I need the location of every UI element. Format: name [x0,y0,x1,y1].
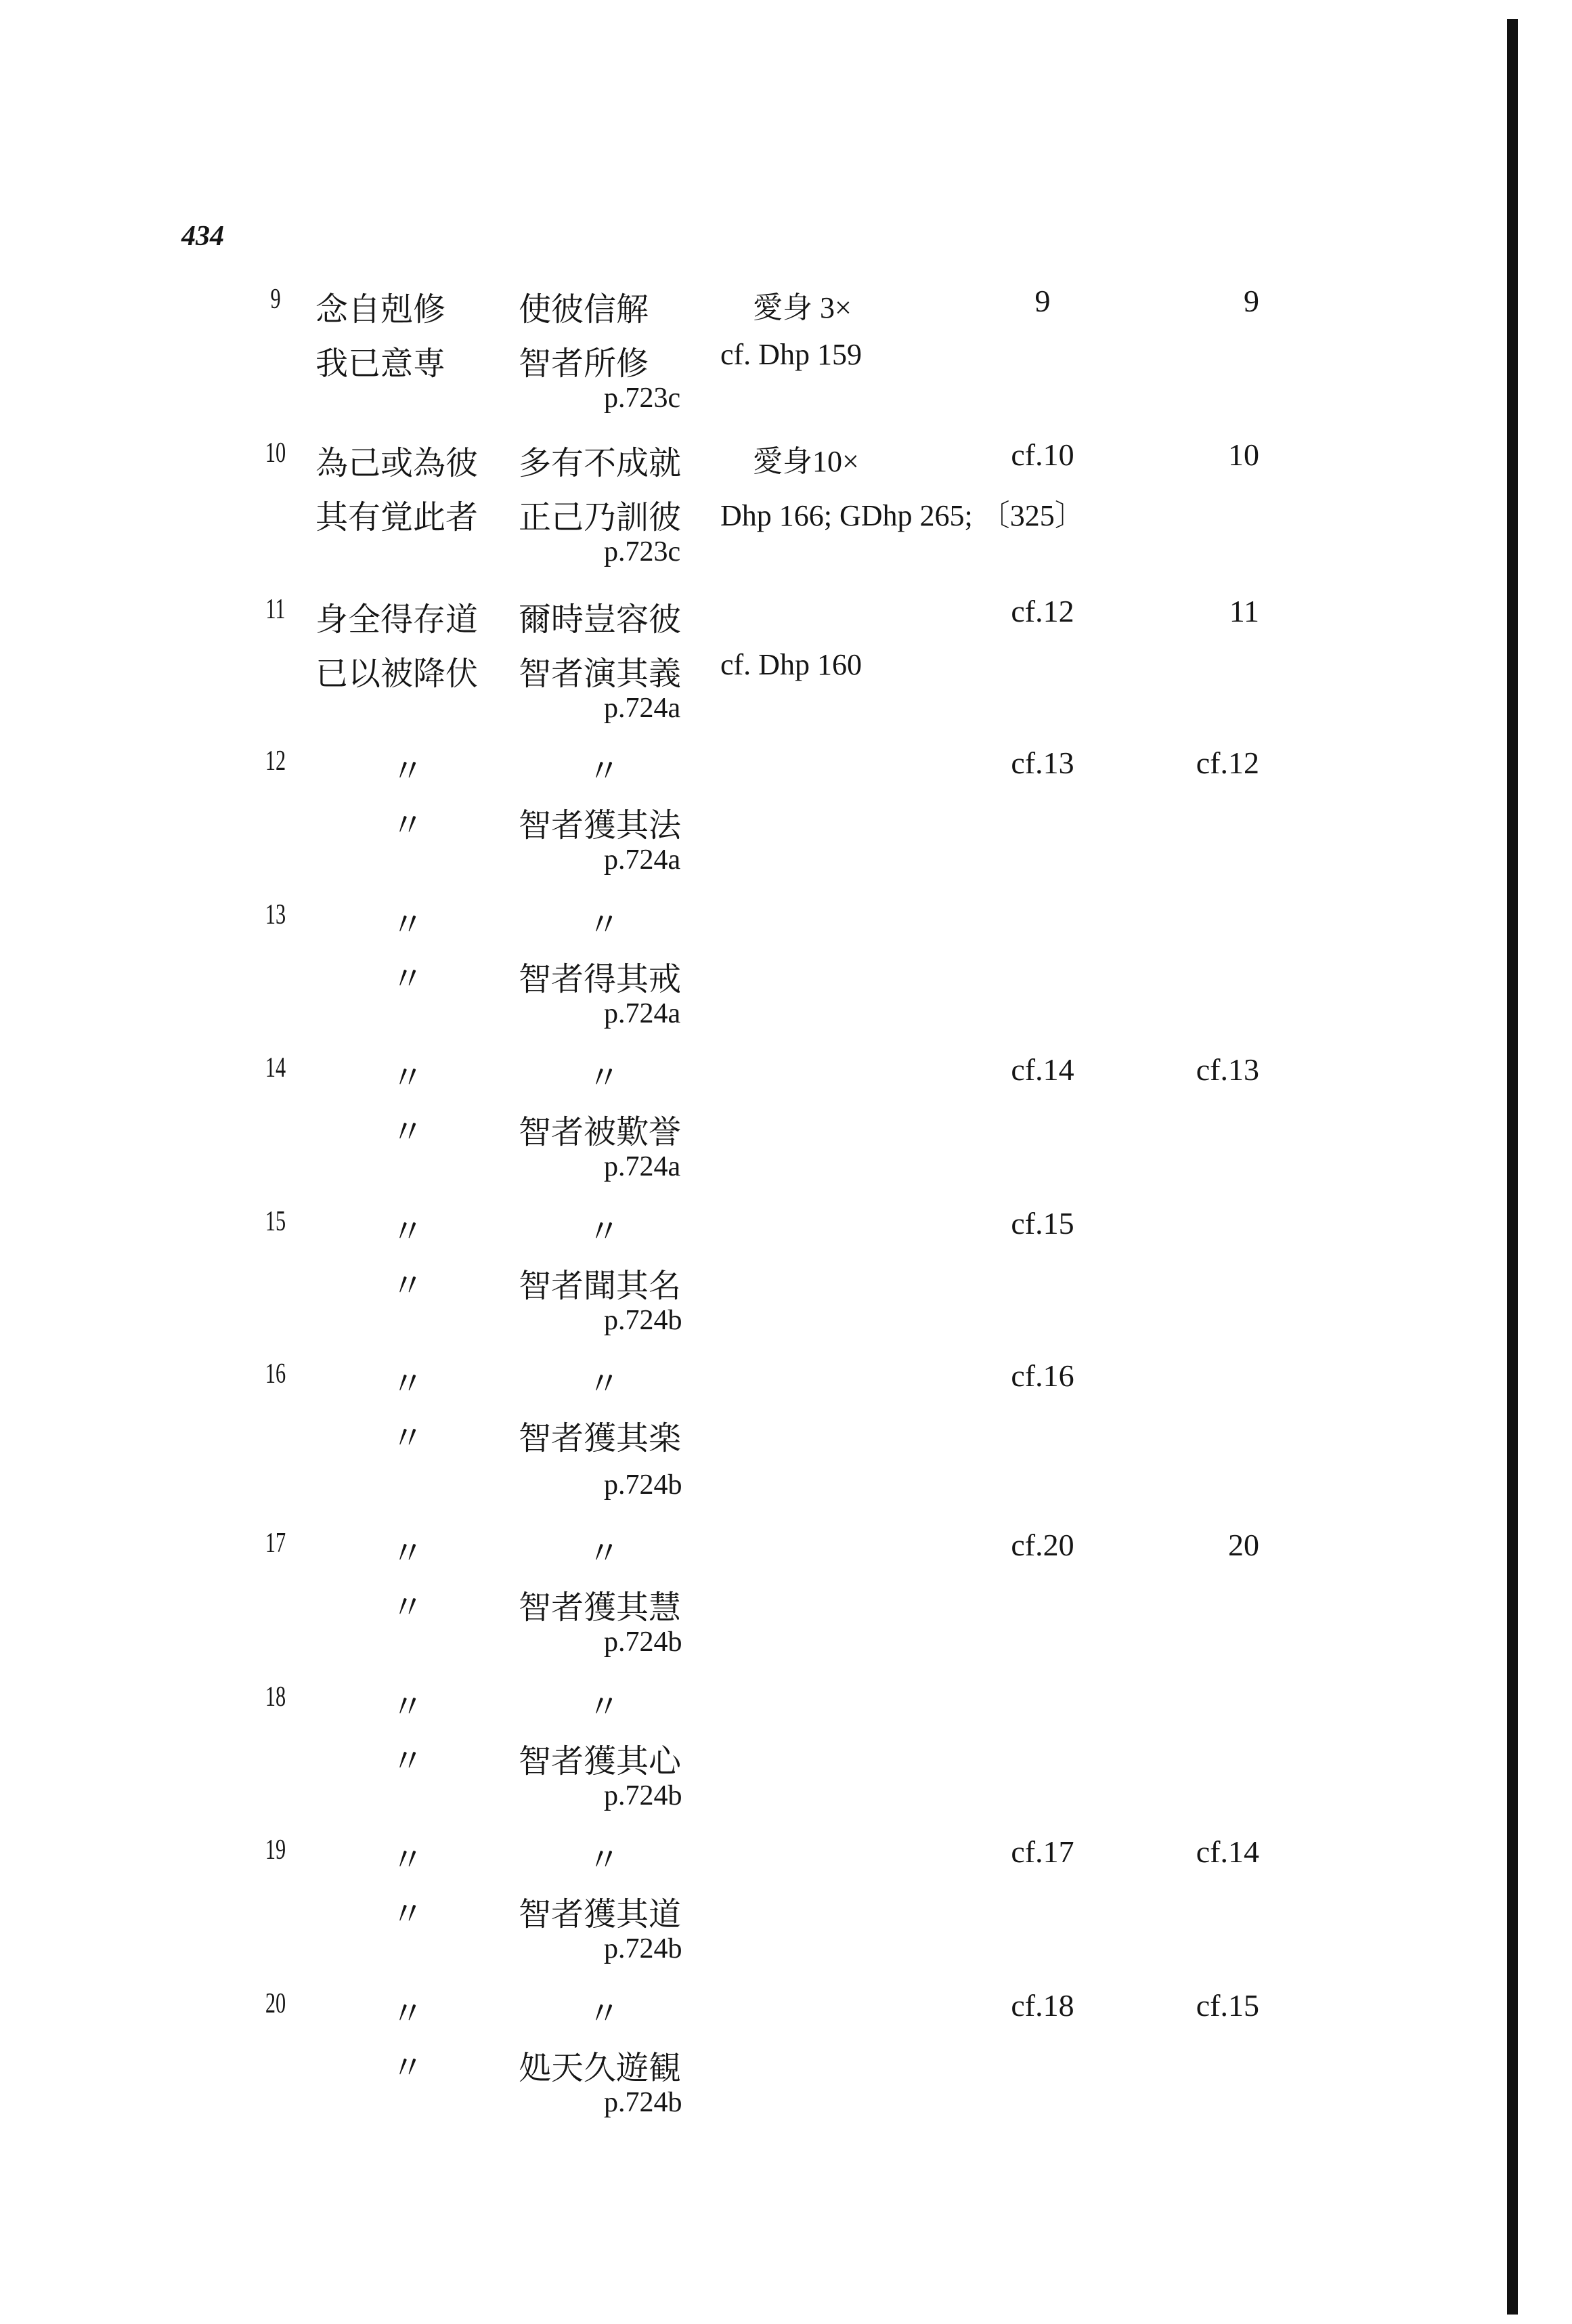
col1-line2: 我已意専 [315,345,446,383]
col5-ref: 9 [1244,284,1259,318]
page-ref: p.724a [604,998,681,1029]
ditto-mark: 〃 [391,1841,424,1879]
col2-line2: 智者聞其名 [519,1267,682,1305]
col3-line1: 愛身10× [753,445,859,478]
col2-line1: 多有不成就 [519,444,682,482]
page-ref: p.723c [604,536,681,567]
verse-number: 18 [265,1681,286,1713]
verse-number: 12 [265,746,286,777]
col5-ref: 10 [1228,437,1259,472]
ditto-mark: 〃 [391,1267,424,1305]
col4-ref: cf.14 [1011,1052,1074,1087]
ditto-mark: 〃 [391,752,424,790]
page-ref: p.724a [604,1151,681,1182]
page-ref: p.724b [604,1627,682,1658]
ditto-mark: 〃 [391,1995,424,2033]
verse-number: 11 [265,594,286,625]
page-ref: p.724b [604,1305,682,1336]
ditto-mark: 〃 [391,1742,424,1780]
ditto-mark: 〃 [588,752,621,790]
col2-line2: 智者所修 [519,345,649,383]
col5-ref: cf.14 [1196,1834,1259,1869]
col1-line2: 其有覚此者 [315,498,479,536]
verse-number: 15 [265,1206,286,1237]
page-ref: p.724b [604,1780,682,1811]
col5-ref: cf.12 [1196,746,1259,780]
col2-line2: 智者獲其心 [519,1742,682,1780]
col2-line2: 智者被歎誉 [519,1113,682,1151]
page-ref: p.723c [604,383,681,414]
ditto-mark: 〃 [391,1213,424,1251]
verse-number: 16 [265,1358,286,1390]
col5-ref: cf.15 [1196,1988,1259,2023]
ditto-mark: 〃 [588,1059,621,1097]
ditto-mark: 〃 [588,1534,621,1572]
col4-ref: cf.20 [1011,1528,1074,1562]
verse-number: 14 [265,1052,286,1083]
col2-line1: 使彼信解 [519,290,649,328]
col3-line2: cf. Dhp 160 [720,648,862,681]
col1-line1: 為己或為彼 [315,444,479,482]
col2-line2: 智者獲其楽 [519,1419,682,1457]
ditto-mark: 〃 [391,960,424,998]
ditto-mark: 〃 [391,2049,424,2087]
ditto-mark: 〃 [391,1895,424,1933]
col2-line2: 智者得其戒 [519,960,682,998]
ditto-mark: 〃 [391,906,424,944]
col3-line1: 愛身 3× [753,291,852,324]
col4-ref: cf.15 [1011,1206,1074,1241]
col1-line2: 已以被降伏 [315,655,479,693]
verse-number: 9 [270,284,281,315]
ditto-mark: 〃 [588,1841,621,1879]
page-ref: p.724b [604,1469,682,1501]
col4-ref: cf.13 [1011,746,1074,780]
col2-line2: 正己乃訓彼 [519,498,682,536]
col5-ref: 11 [1229,594,1259,628]
col4-ref: cf.18 [1011,1988,1074,2023]
page-ref: p.724a [604,844,681,876]
col3-line2: Dhp 166; GDhp 265; 〔325〕 [720,499,1085,532]
page-ref: p.724a [604,693,681,724]
ditto-mark: 〃 [391,806,424,844]
col4-ref: cf.17 [1011,1834,1074,1869]
col5-ref: cf.13 [1196,1052,1259,1087]
col2-line1: 爾時豈容彼 [519,601,682,639]
ditto-mark: 〃 [588,906,621,944]
ditto-mark: 〃 [391,1365,424,1403]
ditto-mark: 〃 [588,1213,621,1251]
col2-line2: 智者獲其道 [519,1895,682,1933]
col3-line2: cf. Dhp 159 [720,338,862,371]
ditto-mark: 〃 [588,1995,621,2033]
ditto-mark: 〃 [588,1365,621,1403]
col4-ref: cf.16 [1011,1358,1074,1393]
ditto-mark: 〃 [391,1113,424,1151]
col5-ref: 20 [1228,1528,1259,1562]
verse-number: 20 [265,1988,286,2019]
col4-ref: cf.12 [1011,594,1074,628]
ditto-mark: 〃 [391,1059,424,1097]
verse-number: 19 [265,1834,286,1866]
col2-line2: 処天久遊観 [519,2049,682,2087]
col4-ref: 9 [1034,284,1051,318]
verse-number: 13 [265,899,286,930]
verse-number: 17 [265,1528,286,1559]
page-edge-rule [1507,19,1518,2315]
col2-line2: 智者演其義 [519,655,682,693]
col1-line1: 念自剋修 [315,290,446,328]
col2-line2: 智者獲其法 [519,806,682,844]
ditto-mark: 〃 [391,1688,424,1726]
ditto-mark: 〃 [391,1419,424,1457]
ditto-mark: 〃 [588,1688,621,1726]
col4-ref: cf.10 [1011,437,1074,472]
ditto-mark: 〃 [391,1589,424,1627]
page-ref: p.724b [604,2087,682,2118]
col1-line1: 身全得存道 [315,601,479,639]
verse-number: 10 [265,437,286,469]
col2-line2: 智者獲其慧 [519,1589,682,1627]
page-number: 434 [181,221,224,252]
page-ref: p.724b [604,1933,682,1964]
ditto-mark: 〃 [391,1534,424,1572]
